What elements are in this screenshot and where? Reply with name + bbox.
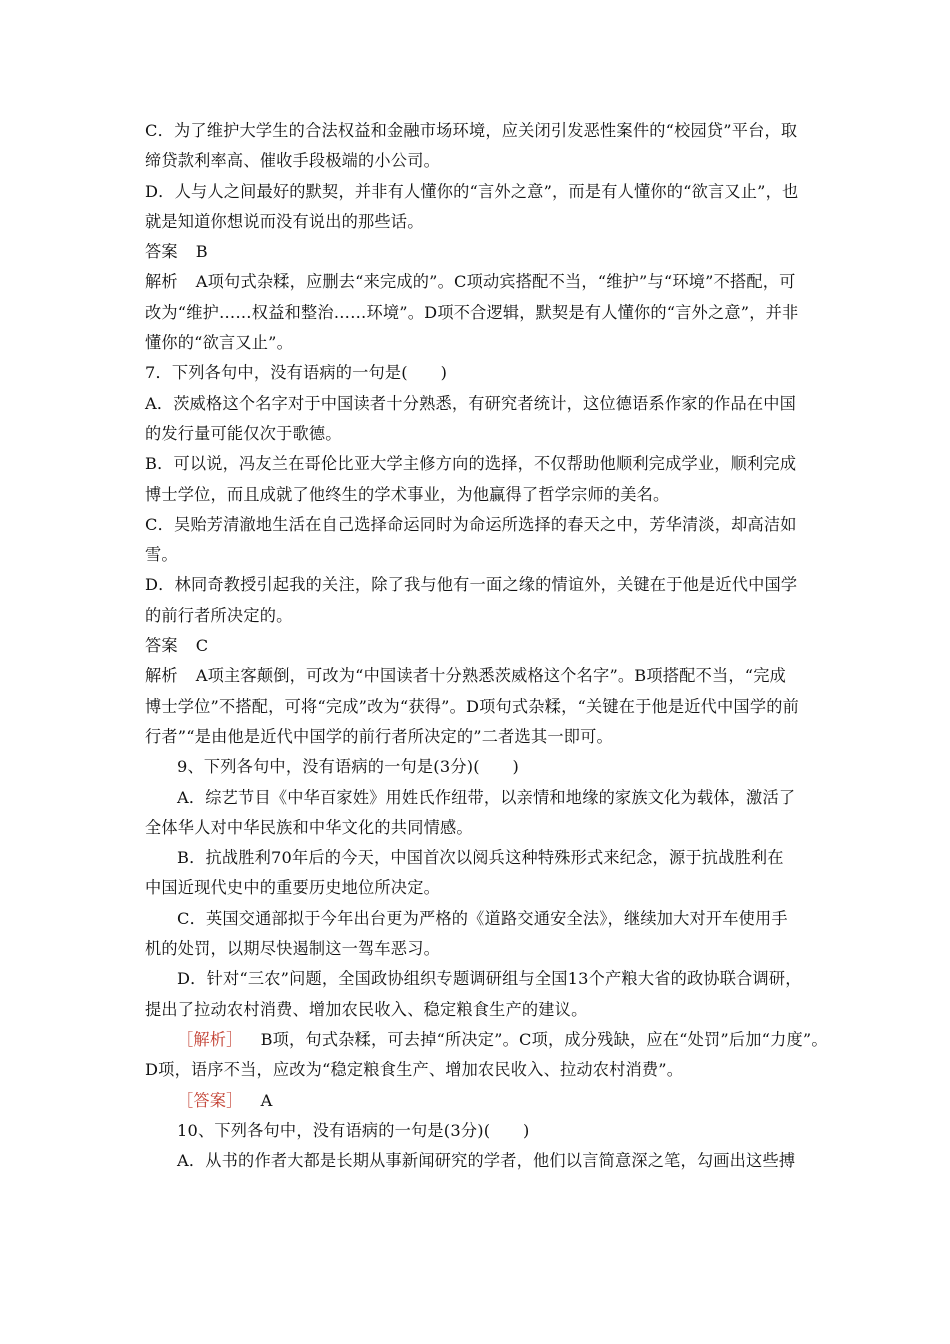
line-text: A: [260, 1090, 273, 1110]
document-page: [145, 116, 828, 1176]
text-line: [145, 207, 810, 237]
line-text: B项，句式杂糅，可去掉“所决定”。C项，成分残缺，应在“处罚”后加“力度”。: [260, 1029, 828, 1049]
answer-label: 答案: [145, 636, 178, 656]
text-line: [145, 1086, 810, 1116]
text-line: [145, 237, 810, 267]
line-text: A项句式杂糅，应删去“来完成的”。C项动宾搭配不当，“维护”与“环境”不搭配，可: [195, 272, 796, 292]
line-text: 全体华人对中华民族和中华文化的共同情感。: [145, 817, 473, 837]
text-line: [145, 601, 810, 631]
line-text: C．为了维护大学生的合法权益和金融市场环境，应关闭引发恶性案件的“校园贷”平台，取: [145, 121, 798, 140]
line-text: A．综艺节目《中华百家姓》用姓氏作纽带，以亲情和地缘的家族文化为载体，激活了: [177, 787, 796, 807]
line-text: D．针对“三农”问题，全国政协组织专题调研组与全国13个产粮大省的政协联合调研，: [177, 969, 802, 989]
line-text: 博士学位”不搭配，可将“完成”改为“获得”。D项句式杂糅，“关键在于他是近代中国学的前: [145, 696, 799, 716]
line-text: 提出了拉动农村消费、增加农民收入、稳定粮食生产的建议。: [145, 999, 588, 1019]
text-line: [145, 449, 810, 479]
line-text: 缔贷款利率高、催收手段极端的小公司。: [145, 151, 440, 171]
text-line: [145, 813, 810, 843]
text-line: [145, 510, 810, 540]
text-line: [145, 1116, 810, 1146]
line-text: 行者”“是由他是近代中国学的前行者所决定的”二者选其一即可。: [145, 726, 613, 746]
text-line: [145, 298, 810, 328]
text-line: [145, 661, 810, 691]
text-line: [145, 328, 810, 358]
text-line: [145, 964, 810, 994]
line-text: 中国近现代史中的重要历史地位所决定。: [145, 878, 440, 898]
line-text: A项主客颠倒，可改为“中国读者十分熟悉茨威格这个名字”。B项搭配不当，“完成: [195, 666, 786, 686]
text-line: [145, 934, 810, 964]
text-line: [145, 480, 810, 510]
text-line: [145, 692, 810, 722]
line-text: C．吴贻芳清澈地生活在自己选择命运同时为命运所选择的春天之中，芳华清淡，却高洁如: [145, 514, 797, 534]
line-text: 7．下列各句中，没有语病的一句是( ): [145, 363, 448, 383]
answer-label: 解析: [145, 666, 178, 686]
line-text: A．从书的作者大都是长期从事新闻研究的学者，他们以言简意深之笔，勾画出这些搏: [177, 1151, 796, 1171]
text-line: [145, 116, 810, 146]
text-line: [145, 995, 810, 1025]
line-text: 10、下列各句中，没有语病的一句是(3分)( ): [177, 1120, 530, 1140]
line-text: B．抗战胜利70年后的今天，中国首次以阅兵这种特殊形式来纪念，源于抗战胜利在: [177, 848, 784, 868]
text-line: [145, 358, 810, 388]
line-text: 就是知道你想说而没有说出的那些话。: [145, 211, 424, 231]
line-text: 9、下列各句中，没有语病的一句是(3分)( ): [177, 757, 520, 777]
text-line: [145, 389, 810, 419]
text-line: [145, 843, 810, 873]
text-line: [145, 146, 810, 176]
line-text: C: [195, 636, 209, 656]
line-text: 博士学位，而且成就了他终生的学术事业，为他赢得了哲学宗师的美名。: [145, 484, 670, 504]
line-text: B: [195, 242, 208, 262]
line-text: 的发行量可能仅次于歌德。: [145, 423, 342, 443]
text-line: [145, 904, 810, 934]
bracket-tag: ［解析］: [177, 1029, 243, 1049]
text-line: [145, 783, 810, 813]
text-line: [145, 540, 810, 570]
text-line: [145, 570, 810, 600]
text-line: [145, 1055, 810, 1085]
text-line: [145, 873, 810, 903]
line-text: 雪。: [145, 545, 178, 565]
text-line: [145, 267, 810, 297]
text-line: [145, 419, 810, 449]
answer-label: 答案: [145, 242, 178, 262]
text-line: [145, 752, 810, 782]
line-text: C．英国交通部拟于今年出台更为严格的《道路交通安全法》，继续加大对开车使用手: [177, 908, 788, 928]
text-line: [145, 722, 810, 752]
line-text: D项，语序不当，应改为“稳定粮食生产、增加农民收入、拉动农村消费”。: [145, 1060, 684, 1080]
text-line: [145, 631, 810, 661]
line-text: 机的处罚，以期尽快遏制这一驾车恶习。: [145, 939, 440, 959]
text-line: [145, 177, 810, 207]
line-text: D．人与人之间最好的默契，并非有人懂你的“言外之意”，而是有人懂你的“欲言又止”，也: [145, 181, 799, 201]
line-text: B．可以说，冯友兰在哥伦比亚大学主修方向的选择，不仅帮助他顺利完成学业，顺利完成: [145, 454, 797, 474]
line-text: A．茨威格这个名字对于中国读者十分熟悉，有研究者统计，这位德语系作家的作品在中国: [145, 393, 796, 413]
line-text: 改为“维护……权益和整治……环境”。D项不合逻辑，默契是有人懂你的“言外之意”，并非: [145, 302, 799, 322]
text-line: [145, 1146, 810, 1176]
text-line: [145, 1025, 828, 1055]
line-text: D．林同奇教授引起我的关注，除了我与他有一面之缘的情谊外，关键在于他是近代中国学: [145, 575, 798, 595]
answer-label: 解析: [145, 272, 178, 292]
bracket-tag: ［答案］: [177, 1090, 243, 1110]
line-text: 的前行者所决定的。: [145, 605, 293, 625]
line-text: 懂你的“欲言又止”。: [145, 333, 294, 353]
